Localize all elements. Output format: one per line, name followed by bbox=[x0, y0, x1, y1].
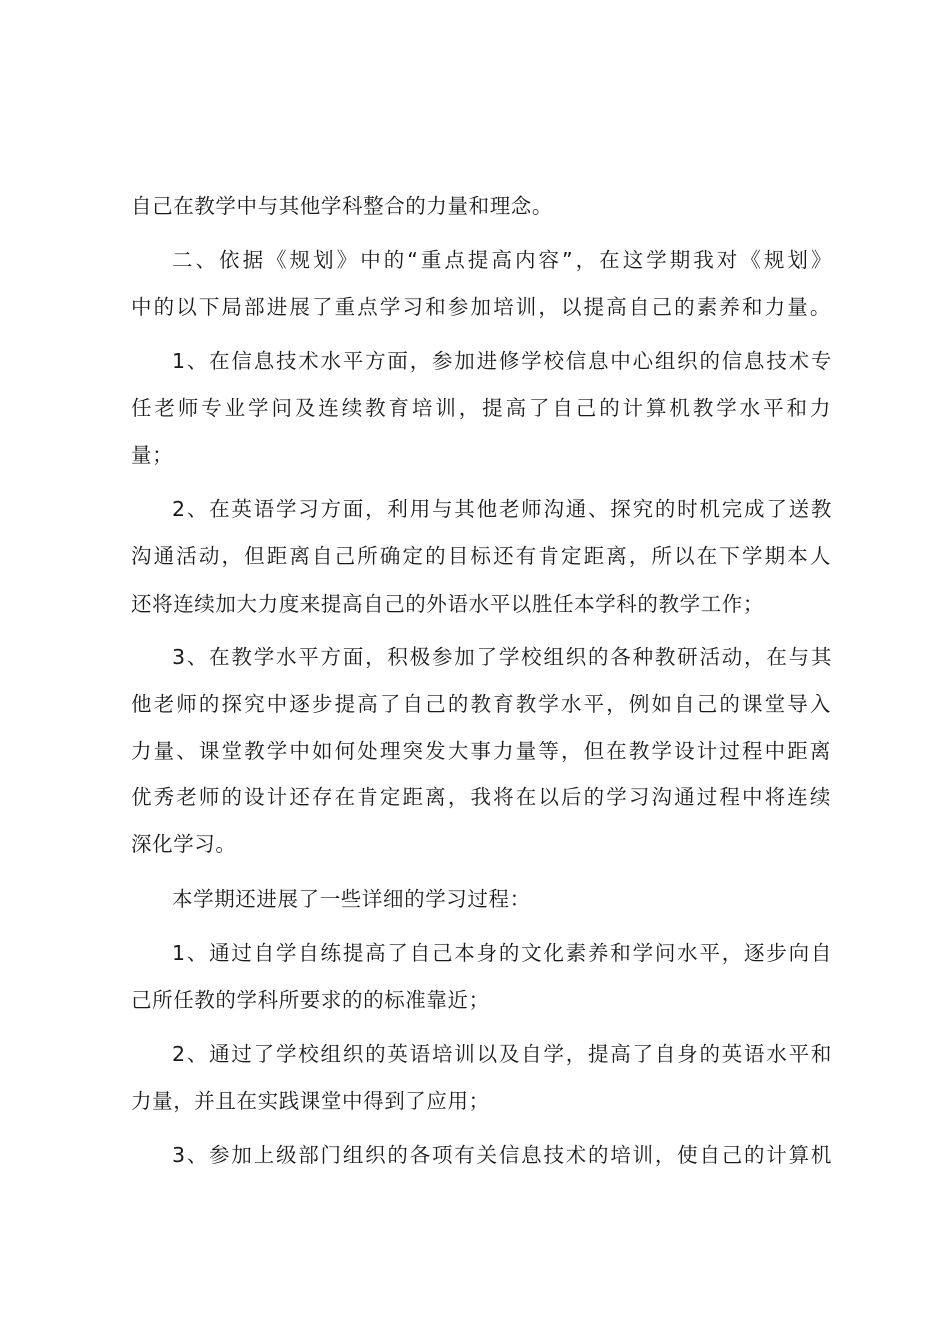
paragraph-line: 他老师的探究中逐步提高了自己的教育教学水平，例如自己的课堂导入 bbox=[131, 692, 831, 716]
paragraph-line: 己所任教的学科所要求的的标准靠近； bbox=[131, 988, 490, 1012]
paragraph-line: 3、在教学水平方面，积极参加了学校组织的各种教研活动，在与其 bbox=[172, 645, 832, 669]
paragraph-line: 2、通过了学校组织的英语培训以及自学，提高了自身的英语水平和 bbox=[172, 1042, 832, 1066]
paragraph-line: 自己在教学中与其他学科整合的力量和理念。 bbox=[131, 194, 553, 218]
paragraph-line: 2、在英语学习方面，利用与其他老师沟通、探究的时机完成了送教 bbox=[172, 497, 832, 521]
paragraph-line: 还将连续加大力度来提高自己的外语水平以胜任本学科的教学工作； bbox=[131, 592, 764, 616]
paragraph-line: 二、依据《规划》中的“重点提高内容”，在这学期我对《规划》 bbox=[172, 248, 832, 272]
paragraph-line: 深化学习。 bbox=[131, 832, 237, 856]
paragraph-line: 沟通活动，但距离自己所确定的目标还有肯定距离，所以在下学期本人 bbox=[131, 544, 831, 568]
paragraph-line: 1、在信息技术水平方面，参加进修学校信息中心组织的信息技术专 bbox=[172, 349, 832, 373]
paragraph-line: 力量、课堂教学中如何处理突发大事力量等，但在教学设计过程中距离 bbox=[131, 739, 831, 763]
paragraph-line: 优秀老师的设计还存在肯定距离，我将在以后的学习沟通过程中将连续 bbox=[131, 785, 831, 809]
paragraph-line: 力量，并且在实践课堂中得到了应用； bbox=[131, 1089, 490, 1113]
paragraph-line: 1、通过自学自练提高了自己本身的文化素养和学问水平，逐步向自 bbox=[172, 941, 832, 965]
paragraph-line: 3、参加上级部门组织的各项有关信息技术的培训，使自己的计算机 bbox=[172, 1143, 832, 1167]
paragraph-line: 中的以下局部进展了重点学习和参加培训，以提高自己的素养和力量。 bbox=[131, 295, 831, 319]
paragraph-line: 量； bbox=[131, 443, 174, 467]
paragraph-line: 本学期还进展了一些详细的学习过程： bbox=[172, 887, 531, 911]
paragraph-line: 任老师专业学问及连续教育培训，提高了自己的计算机教学水平和力 bbox=[131, 396, 831, 420]
